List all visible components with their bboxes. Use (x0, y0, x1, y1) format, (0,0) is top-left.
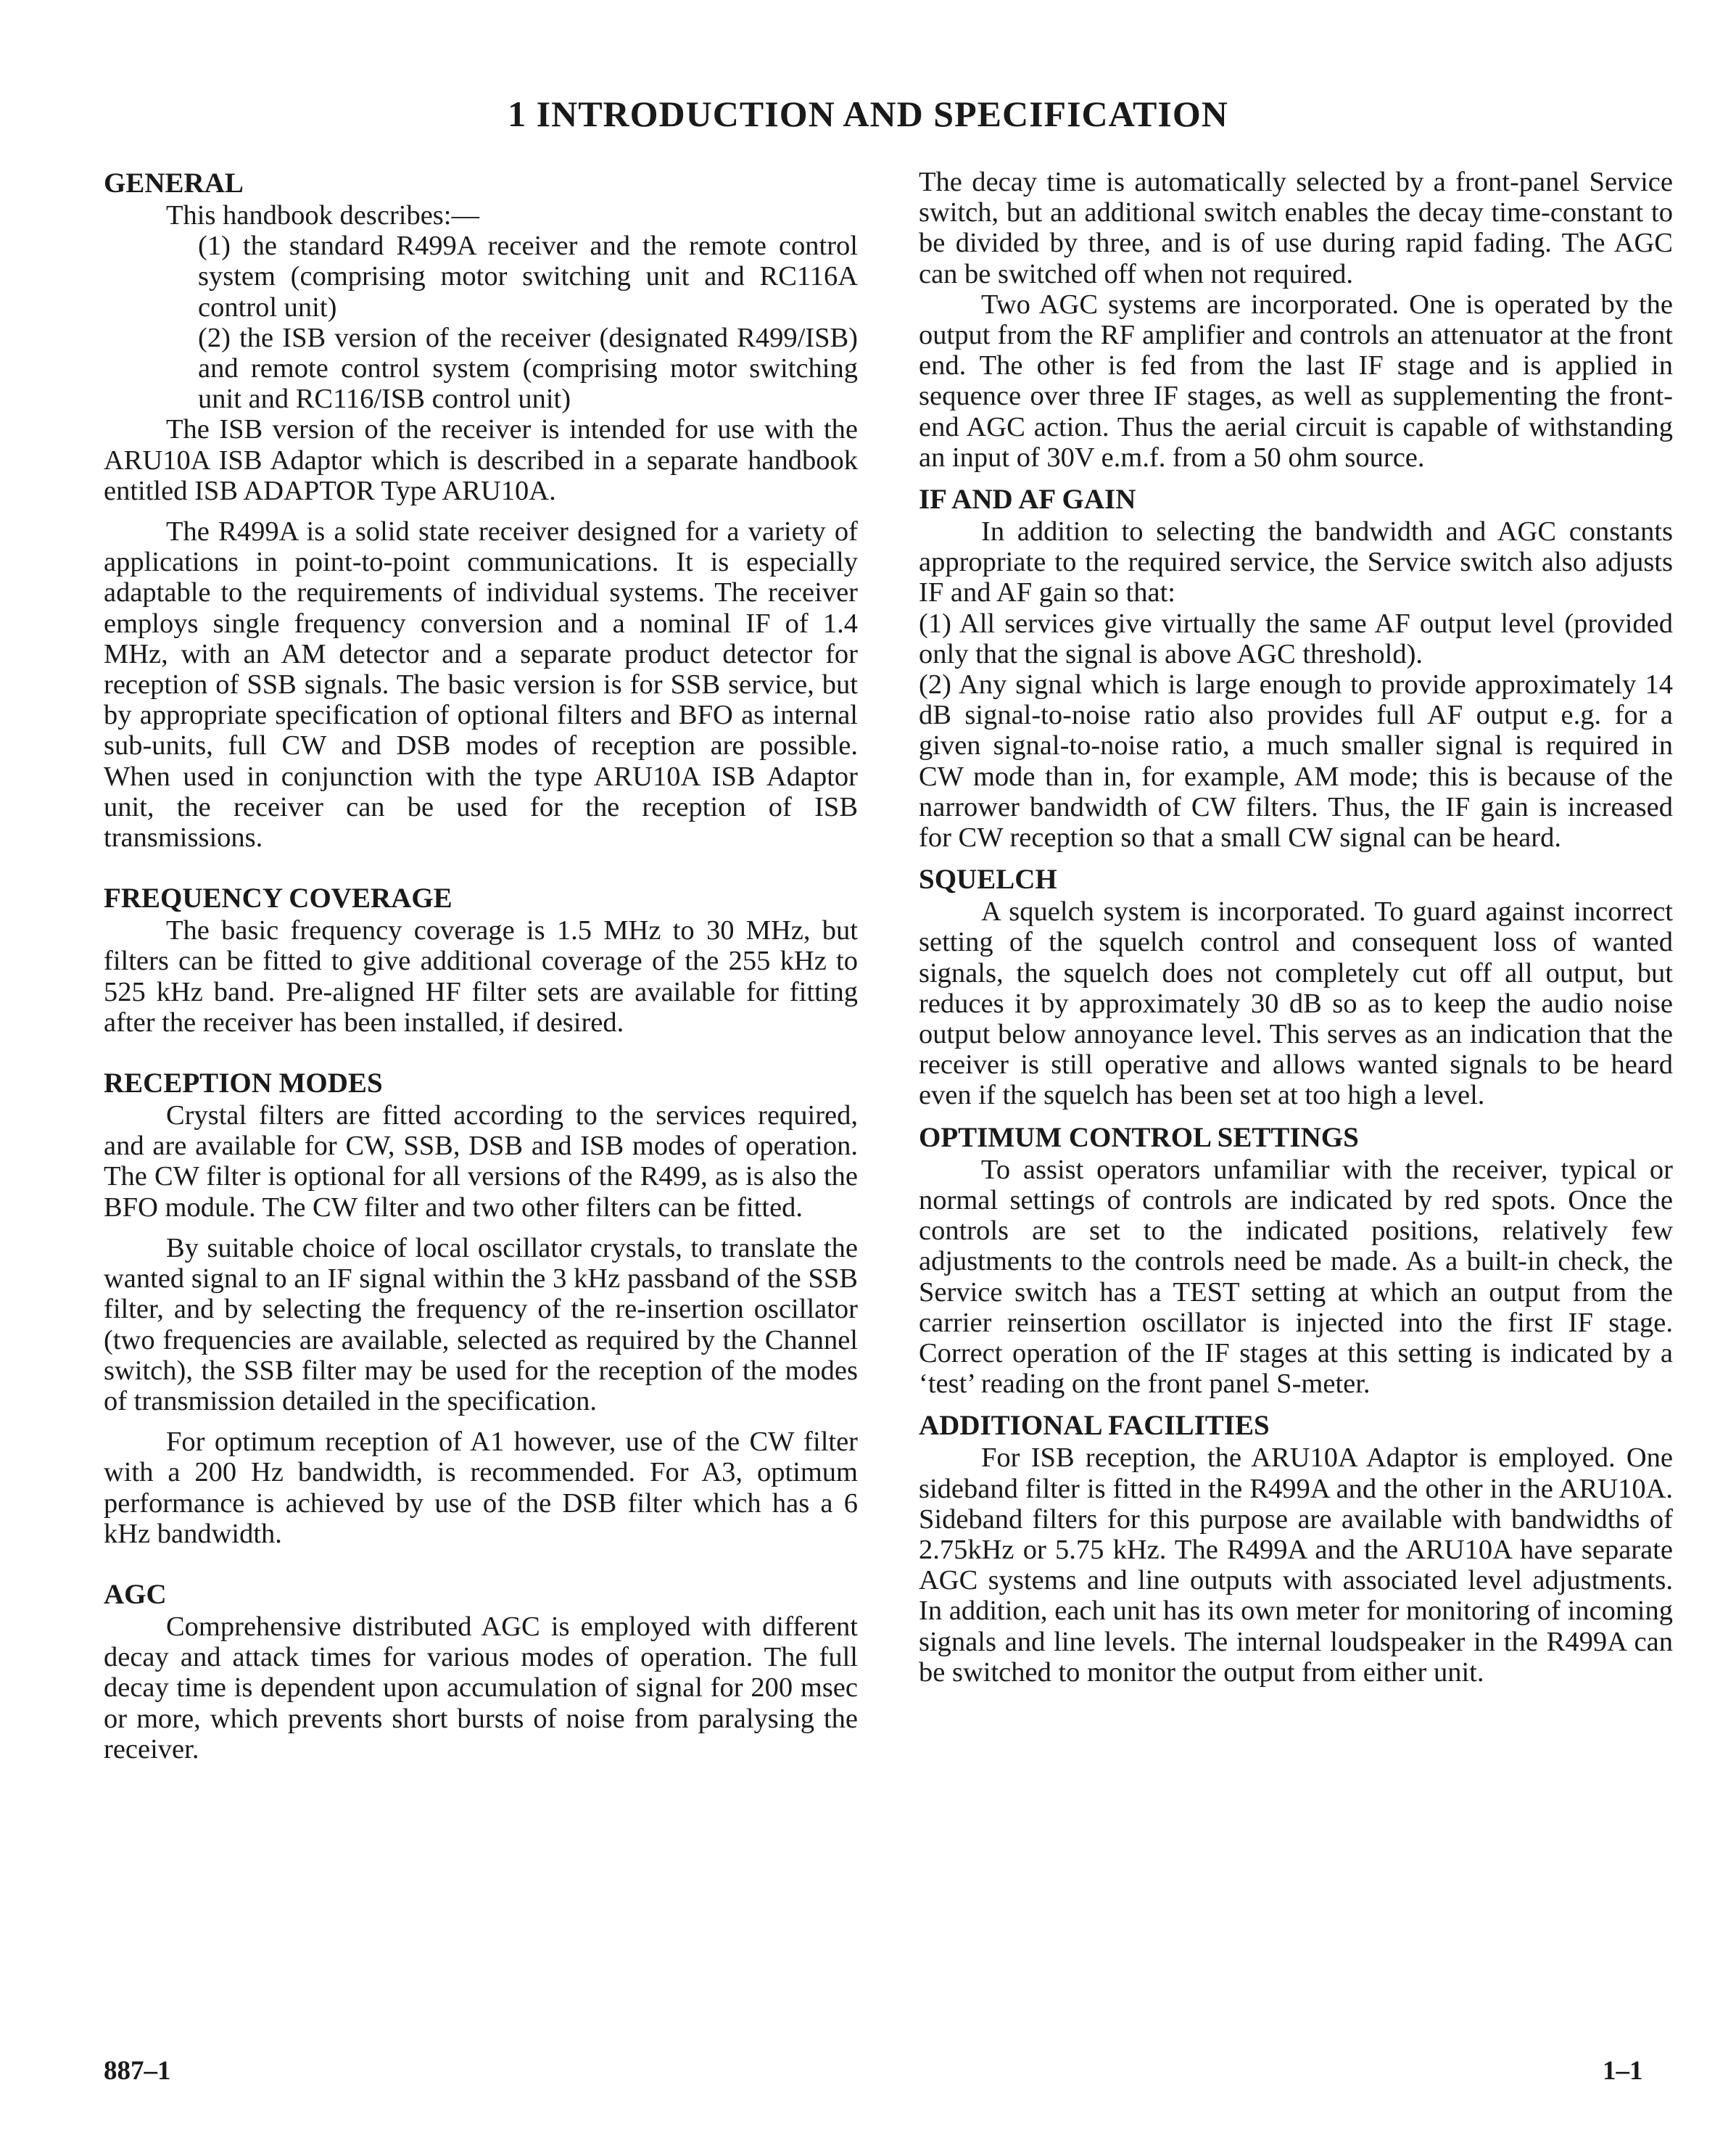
document-number: 887–1 (104, 2056, 171, 2086)
list-item: (1) All services give virtually the same AF output level (provided only that the signal is above AGC threshold). (919, 608, 1673, 669)
paragraph: Comprehensive distributed AGC is employed with different decay and attack times for various modes of operation. The full decay time is dependent upon accumulation of signal for 200 msec or more, which prevents short bursts of noise from paralysing the receiver. (104, 1611, 858, 1764)
section-optimum-control-settings (919, 1121, 1673, 1400)
paragraph: Two AGC systems are incorporated. One is operated by the output from the RF amplifier and controls an attenuator at the front end. The other is fed from the last IF stage and is applied in sequence over three IF stages, as well as supplementing the front-end AGC action. Thus the aerial circuit is capable of withstanding an input of 30V e.m.f. from a 50 ohm source. (919, 289, 1673, 473)
section-heading: OPTIMUM CONTROL SETTINGS (919, 1121, 1359, 1153)
paragraph: This handbook describes:— (166, 200, 479, 231)
list-item: (2) the ISB version of the receiver (designated R499/ISB) and remote control system (comprising motor switching unit and RC116/ISB control unit) (198, 322, 858, 415)
paragraph: In addition to selecting the bandwidth and AGC constants appropriate to the required service, the Service switch also adjusts IF and AF gain so that: (919, 516, 1673, 608)
paragraph: For optimum reception of A1 however, use of the CW filter with a 200 Hz bandwidth, is recommended. For A3, optimum performance is achieved by use of the DSB filter which has a 6 kHz bandwidth. (104, 1427, 858, 1549)
paragraph: A squelch system is incorporated. To guard against incorrect setting of the squelch control and consequent loss of wanted signals, the squelch does not completely cut off all output, but reduces it by approximately 30 dB so as to keep the audio noise output below annoyance level. This serves as an indication that the receiver is still operative and allows wanted signals to be heard even if the squelch has been set at too high a level. (919, 896, 1673, 1111)
paragraph: The ISB version of the receiver is intended for use with the ARU10A ISB Adaptor which is described in a separate handbook entitled ISB ADAPTOR Type ARU10A. (104, 414, 858, 506)
paragraph: Crystal filters are fitted according to the services required, and are available for CW, SSB, DSB and ISB modes of operation. The CW filter is optional for all versions of the R499, as is also the BFO module. The CW filter and two other filters can be fitted. (104, 1100, 858, 1223)
paragraph: By suitable choice of local oscillator crystals, to translate the wanted signal to an IF signal within the 3 kHz passband of the SSB filter, and by selecting the frequency of the re-insertion oscillator (two frequencies are available, selected as required by the Channel switch), the SSB filter may be used for the reception of the modes of transmission detailed in the specification. (104, 1232, 858, 1416)
page-number: 1–1 (1603, 2056, 1643, 2086)
section-heading: AGC (104, 1578, 167, 1610)
section-agc-continued (919, 167, 1673, 473)
section-heading: ADDITIONAL FACILITIES (919, 1410, 1270, 1442)
section-if-af-gain (919, 483, 1673, 853)
section-general (104, 167, 858, 853)
left-column (104, 167, 858, 1764)
section-heading: FREQUENCY COVERAGE (104, 883, 452, 915)
section-additional-facilities (919, 1409, 1673, 1688)
section-frequency-coverage (104, 882, 858, 1038)
paragraph: For ISB reception, the ARU10A Adaptor is employed. One sideband filter is fitted in the R499A and the other in the ARU10A. Sideband filters for this purpose are available with bandwidths of 2.75kHz or 5.75 kHz. The R499A and the ARU10A have separate AGC systems and line outputs with associated level adjustments. In addition, each unit has its own meter for monitoring of incoming signals and line levels. The internal loudspeaker in the R499A can be switched to monitor the output from either unit. (919, 1442, 1673, 1688)
paragraph: The basic frequency coverage is 1.5 MHz to 30 MHz, but filters can be fitted to give additional coverage of the 255 kHz to 525 kHz band. Pre-aligned HF filter sets are available for fitting after the receiver has been installed, if desired. (104, 915, 858, 1038)
section-heading: SQUELCH (919, 864, 1057, 896)
list-item: (1) the standard R499A receiver and the remote control system (comprising motor switching unit and RC116A control unit) (198, 231, 858, 323)
paragraph: The decay time is automatically selected by a front-panel Service switch, but an additional switch enables the decay time-constant to be divided by three, and is of use during rapid fading. The AGC can be switched off when not required. (919, 167, 1673, 289)
paragraph: The R499A is a solid state receiver designed for a variety of applications in point-to-point communications. It is especially adaptable to the requirements of individual systems. The receiver employs single frequency conversion and a nominal IF of 1.4 MHz, with an AM detector and a separate product detector for reception of SSB signals. The basic version is for SSB service, but by appropriate specification of optional filters and BFO as internal sub-units, full CW and DSB modes of reception are possible. When used in conjunction with the type ARU10A ISB Adaptor unit, the receiver can be used for the reception of ISB transmissions. (104, 516, 858, 854)
page-title: 1 INTRODUCTION AND SPECIFICATION (508, 94, 1228, 134)
section-squelch (919, 863, 1673, 1110)
list-item: (2) Any signal which is large enough to provide approximately 14 dB signal-to-noise ratio also provides full AF output e.g. for a given signal-to-noise ratio, a much smaller signal is required in CW mode than in, for example, AM mode; this is because of the narrower bandwidth of CW filters. Thus, the IF gain is increased for CW reception so that a small CW signal can be heard. (919, 669, 1673, 854)
right-column (919, 167, 1673, 1688)
section-heading: GENERAL (104, 168, 244, 199)
section-agc (104, 1578, 858, 1764)
section-heading: IF AND AF GAIN (919, 484, 1136, 516)
section-reception-modes (104, 1067, 858, 1549)
section-heading: RECEPTION MODES (104, 1068, 383, 1099)
paragraph: To assist operators unfamiliar with the receiver, typical or normal settings of controls are indicated by red spots. Once the controls are set to the indicated positions, relatively few adjustments to the controls need be made. As a built-in check, the Service switch has a TEST setting at which an output from the carrier reinsertion oscillator is injected into the first IF stage. Correct operation of the IF stages at this setting is indicated by a ‘test’ reading on the front panel S-meter. (919, 1154, 1673, 1400)
